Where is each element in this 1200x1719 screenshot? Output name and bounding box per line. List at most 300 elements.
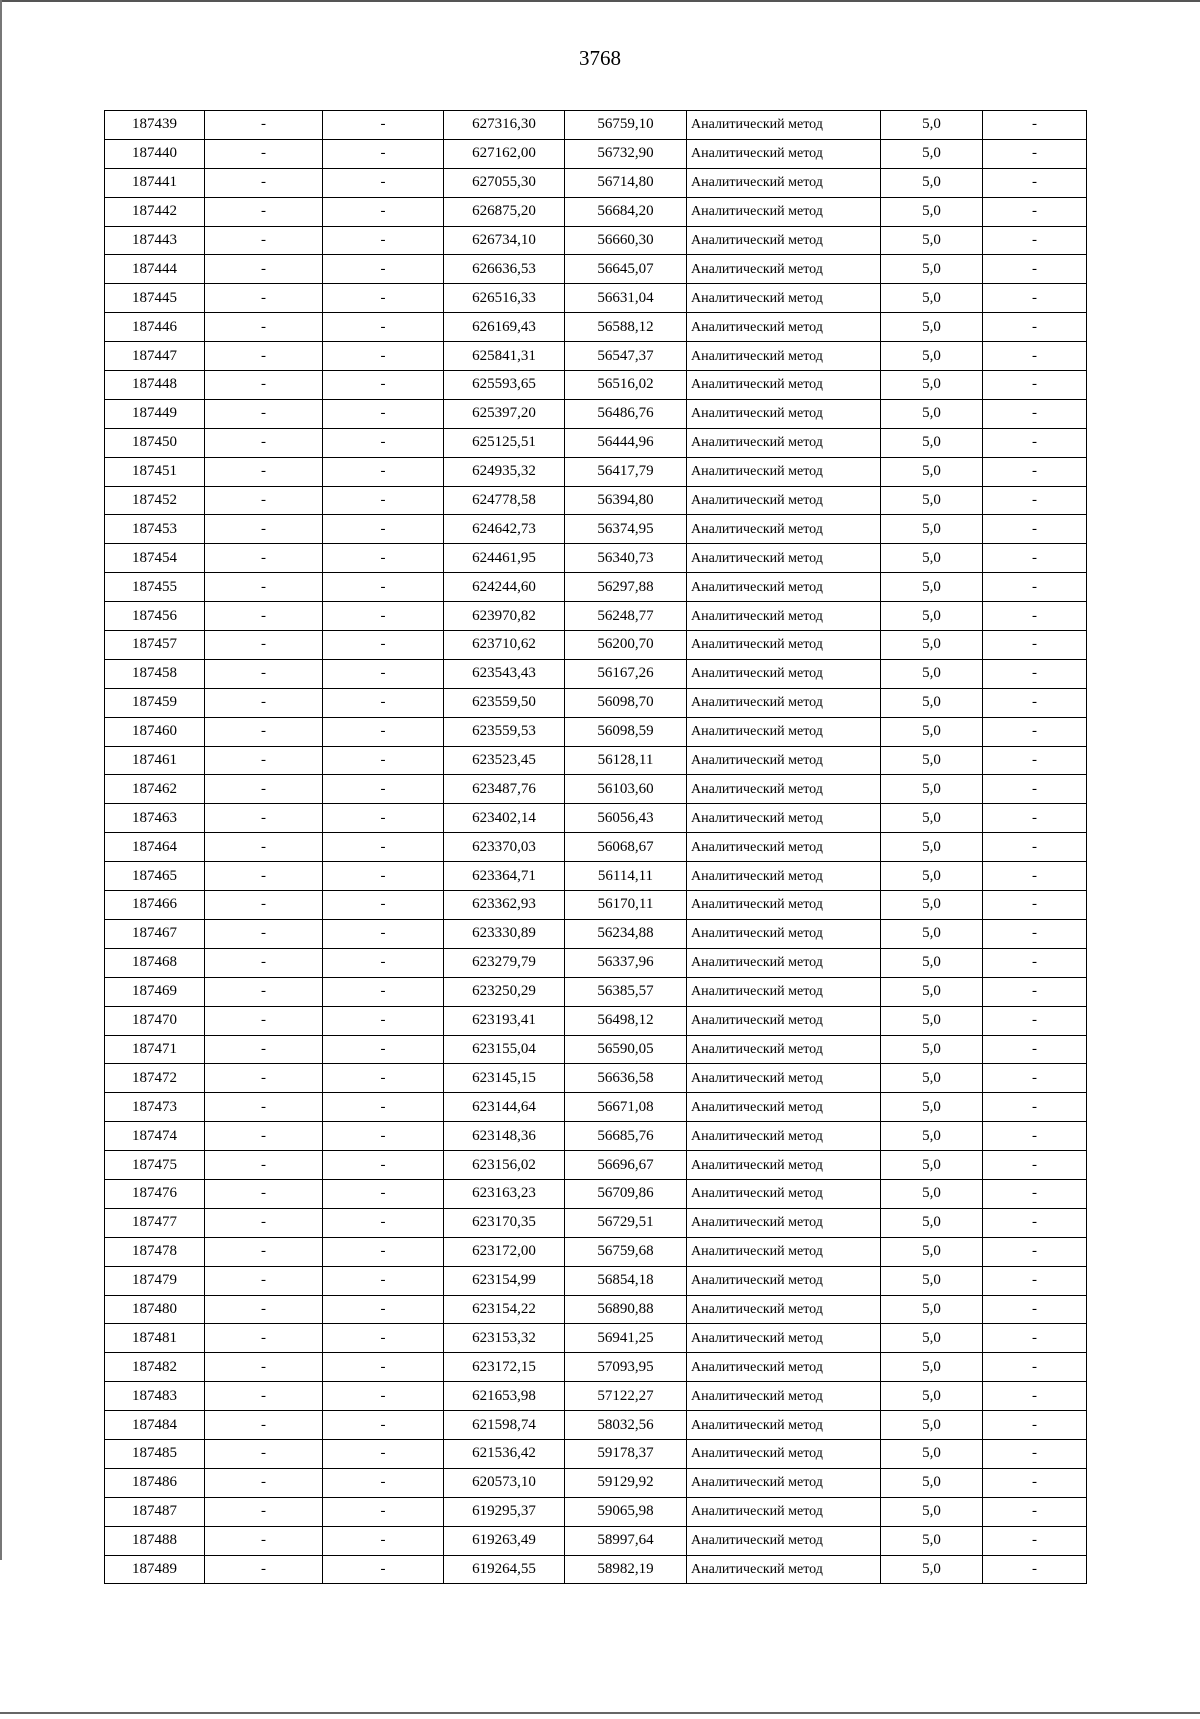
cell-point-number: 187440 <box>105 139 205 168</box>
cell-coord-y: 56660,30 <box>565 226 687 255</box>
cell-coord-y: 56645,07 <box>565 255 687 284</box>
cell-empty-col-2: - <box>323 1266 444 1295</box>
cell-coord-y: 59178,37 <box>565 1439 687 1468</box>
cell-point-number: 187441 <box>105 168 205 197</box>
cell-empty-col-3: - <box>983 399 1087 428</box>
cell-coord-x: 626169,43 <box>444 313 565 342</box>
cell-point-number: 187488 <box>105 1526 205 1555</box>
cell-accuracy: 5,0 <box>881 1526 983 1555</box>
cell-empty-col-1: - <box>205 226 323 255</box>
cell-empty-col-1: - <box>205 1266 323 1295</box>
cell-coord-y: 56200,70 <box>565 631 687 660</box>
cell-coord-y: 59065,98 <box>565 1497 687 1526</box>
cell-point-number: 187444 <box>105 255 205 284</box>
table-row <box>105 255 1087 284</box>
cell-coord-y: 56631,04 <box>565 284 687 313</box>
cell-accuracy: 5,0 <box>881 197 983 226</box>
cell-empty-col-3: - <box>983 1122 1087 1151</box>
cell-empty-col-1: - <box>205 1526 323 1555</box>
cell-accuracy: 5,0 <box>881 746 983 775</box>
cell-empty-col-3: - <box>983 862 1087 891</box>
cell-coord-x: 623172,00 <box>444 1237 565 1266</box>
cell-point-number: 187466 <box>105 891 205 920</box>
cell-coord-y: 56685,76 <box>565 1122 687 1151</box>
cell-empty-col-1: - <box>205 313 323 342</box>
cell-method: Аналитический метод <box>687 1179 881 1208</box>
cell-empty-col-2: - <box>323 486 444 515</box>
cell-coord-y: 56098,59 <box>565 717 687 746</box>
cell-empty-col-1: - <box>205 948 323 977</box>
cell-coord-y: 56696,67 <box>565 1151 687 1180</box>
cell-empty-col-1: - <box>205 399 323 428</box>
cell-point-number: 187471 <box>105 1035 205 1064</box>
cell-empty-col-3: - <box>983 226 1087 255</box>
table-row <box>105 342 1087 371</box>
table-row <box>105 168 1087 197</box>
cell-empty-col-1: - <box>205 1006 323 1035</box>
cell-empty-col-2: - <box>323 1526 444 1555</box>
cell-empty-col-2: - <box>323 1353 444 1382</box>
cell-empty-col-1: - <box>205 168 323 197</box>
cell-accuracy: 5,0 <box>881 1093 983 1122</box>
cell-empty-col-1: - <box>205 1468 323 1497</box>
cell-method: Аналитический метод <box>687 891 881 920</box>
cell-point-number: 187465 <box>105 862 205 891</box>
cell-coord-x: 627055,30 <box>444 168 565 197</box>
cell-empty-col-3: - <box>983 688 1087 717</box>
cell-method: Аналитический метод <box>687 746 881 775</box>
cell-empty-col-2: - <box>323 1295 444 1324</box>
cell-coord-x: 623154,22 <box>444 1295 565 1324</box>
table-row <box>105 284 1087 313</box>
cell-coord-x: 621653,98 <box>444 1382 565 1411</box>
cell-point-number: 187442 <box>105 197 205 226</box>
cell-coord-x: 623559,50 <box>444 688 565 717</box>
cell-empty-col-3: - <box>983 602 1087 631</box>
cell-empty-col-2: - <box>323 862 444 891</box>
table-row <box>105 948 1087 977</box>
cell-accuracy: 5,0 <box>881 313 983 342</box>
cell-point-number: 187472 <box>105 1064 205 1093</box>
cell-accuracy: 5,0 <box>881 486 983 515</box>
cell-coord-y: 56588,12 <box>565 313 687 342</box>
cell-coord-y: 56729,51 <box>565 1208 687 1237</box>
cell-coord-x: 623279,79 <box>444 948 565 977</box>
cell-empty-col-1: - <box>205 602 323 631</box>
cell-method: Аналитический метод <box>687 1411 881 1440</box>
table-row <box>105 1266 1087 1295</box>
cell-empty-col-3: - <box>983 1006 1087 1035</box>
cell-coord-x: 623145,15 <box>444 1064 565 1093</box>
cell-accuracy: 5,0 <box>881 1555 983 1584</box>
cell-coord-y: 56098,70 <box>565 688 687 717</box>
cell-point-number: 187446 <box>105 313 205 342</box>
cell-accuracy: 5,0 <box>881 602 983 631</box>
cell-point-number: 187445 <box>105 284 205 313</box>
cell-accuracy: 5,0 <box>881 428 983 457</box>
cell-accuracy: 5,0 <box>881 688 983 717</box>
cell-accuracy: 5,0 <box>881 371 983 400</box>
cell-coord-y: 56167,26 <box>565 659 687 688</box>
cell-coord-x: 626875,20 <box>444 197 565 226</box>
cell-point-number: 187464 <box>105 833 205 862</box>
cell-empty-col-2: - <box>323 457 444 486</box>
cell-empty-col-3: - <box>983 197 1087 226</box>
cell-coord-x: 619263,49 <box>444 1526 565 1555</box>
cell-method: Аналитический метод <box>687 255 881 284</box>
cell-accuracy: 5,0 <box>881 544 983 573</box>
cell-accuracy: 5,0 <box>881 573 983 602</box>
table-row <box>105 977 1087 1006</box>
cell-empty-col-2: - <box>323 1035 444 1064</box>
cell-empty-col-3: - <box>983 717 1087 746</box>
cell-empty-col-2: - <box>323 371 444 400</box>
cell-coord-y: 56941,25 <box>565 1324 687 1353</box>
cell-empty-col-2: - <box>323 602 444 631</box>
cell-coord-x: 626516,33 <box>444 284 565 313</box>
cell-method: Аналитический метод <box>687 1122 881 1151</box>
cell-empty-col-1: - <box>205 457 323 486</box>
cell-coord-x: 623543,43 <box>444 659 565 688</box>
cell-empty-col-3: - <box>983 775 1087 804</box>
cell-method: Аналитический метод <box>687 486 881 515</box>
cell-accuracy: 5,0 <box>881 515 983 544</box>
cell-empty-col-1: - <box>205 1353 323 1382</box>
cell-empty-col-3: - <box>983 111 1087 140</box>
table-body <box>105 111 1087 1584</box>
table-row <box>105 1526 1087 1555</box>
page-number: 3768 <box>579 46 621 70</box>
cell-empty-col-1: - <box>205 1179 323 1208</box>
cell-coord-y: 56547,37 <box>565 342 687 371</box>
cell-empty-col-1: - <box>205 891 323 920</box>
table-row <box>105 1439 1087 1468</box>
cell-method: Аналитический метод <box>687 1555 881 1584</box>
cell-coord-x: 623155,04 <box>444 1035 565 1064</box>
table-row <box>105 1411 1087 1440</box>
cell-accuracy: 5,0 <box>881 631 983 660</box>
cell-coord-y: 56340,73 <box>565 544 687 573</box>
cell-empty-col-2: - <box>323 717 444 746</box>
cell-accuracy: 5,0 <box>881 457 983 486</box>
cell-coord-y: 56444,96 <box>565 428 687 457</box>
table-row <box>105 313 1087 342</box>
cell-point-number: 187489 <box>105 1555 205 1584</box>
cell-point-number: 187459 <box>105 688 205 717</box>
cell-accuracy: 5,0 <box>881 1151 983 1180</box>
cell-empty-col-1: - <box>205 1295 323 1324</box>
cell-accuracy: 5,0 <box>881 284 983 313</box>
cell-coord-y: 56170,11 <box>565 891 687 920</box>
table-row <box>105 862 1087 891</box>
cell-accuracy: 5,0 <box>881 255 983 284</box>
cell-empty-col-2: - <box>323 1151 444 1180</box>
cell-empty-col-2: - <box>323 631 444 660</box>
cell-point-number: 187461 <box>105 746 205 775</box>
cell-coord-x: 624778,58 <box>444 486 565 515</box>
cell-coord-x: 623487,76 <box>444 775 565 804</box>
cell-accuracy: 5,0 <box>881 804 983 833</box>
cell-empty-col-1: - <box>205 862 323 891</box>
cell-empty-col-1: - <box>205 1122 323 1151</box>
cell-empty-col-1: - <box>205 1237 323 1266</box>
cell-point-number: 187470 <box>105 1006 205 1035</box>
cell-coord-x: 623362,93 <box>444 891 565 920</box>
cell-point-number: 187448 <box>105 371 205 400</box>
cell-point-number: 187449 <box>105 399 205 428</box>
cell-empty-col-2: - <box>323 1468 444 1497</box>
cell-empty-col-2: - <box>323 1439 444 1468</box>
cell-accuracy: 5,0 <box>881 1411 983 1440</box>
cell-method: Аналитический метод <box>687 1006 881 1035</box>
cell-empty-col-3: - <box>983 746 1087 775</box>
table-row <box>105 1295 1087 1324</box>
cell-empty-col-3: - <box>983 1497 1087 1526</box>
cell-coord-x: 623330,89 <box>444 919 565 948</box>
cell-point-number: 187454 <box>105 544 205 573</box>
table-row <box>105 688 1087 717</box>
table-row <box>105 602 1087 631</box>
table-row <box>105 1353 1087 1382</box>
scan-edge-left <box>0 0 2 1560</box>
cell-empty-col-2: - <box>323 919 444 948</box>
cell-empty-col-3: - <box>983 428 1087 457</box>
cell-accuracy: 5,0 <box>881 977 983 1006</box>
cell-empty-col-3: - <box>983 1208 1087 1237</box>
cell-method: Аналитический метод <box>687 775 881 804</box>
cell-method: Аналитический метод <box>687 804 881 833</box>
cell-point-number: 187458 <box>105 659 205 688</box>
cell-empty-col-2: - <box>323 255 444 284</box>
cell-point-number: 187474 <box>105 1122 205 1151</box>
cell-point-number: 187450 <box>105 428 205 457</box>
table-row <box>105 226 1087 255</box>
coordinates-table <box>104 110 1087 1584</box>
cell-empty-col-1: - <box>205 1208 323 1237</box>
cell-coord-x: 623402,14 <box>444 804 565 833</box>
cell-empty-col-2: - <box>323 197 444 226</box>
cell-empty-col-2: - <box>323 284 444 313</box>
cell-coord-x: 621598,74 <box>444 1411 565 1440</box>
cell-point-number: 187475 <box>105 1151 205 1180</box>
cell-empty-col-1: - <box>205 1439 323 1468</box>
cell-accuracy: 5,0 <box>881 919 983 948</box>
cell-accuracy: 5,0 <box>881 1122 983 1151</box>
cell-point-number: 187478 <box>105 1237 205 1266</box>
table-row <box>105 717 1087 746</box>
cell-coord-x: 626734,10 <box>444 226 565 255</box>
cell-empty-col-2: - <box>323 688 444 717</box>
cell-point-number: 187443 <box>105 226 205 255</box>
cell-coord-y: 56385,57 <box>565 977 687 1006</box>
table-row <box>105 544 1087 573</box>
cell-coord-x: 627316,30 <box>444 111 565 140</box>
cell-accuracy: 5,0 <box>881 1035 983 1064</box>
cell-empty-col-3: - <box>983 1411 1087 1440</box>
cell-empty-col-1: - <box>205 1382 323 1411</box>
cell-coord-x: 621536,42 <box>444 1439 565 1468</box>
table-row <box>105 1122 1087 1151</box>
cell-coord-y: 56417,79 <box>565 457 687 486</box>
cell-empty-col-3: - <box>983 1526 1087 1555</box>
cell-coord-y: 56374,95 <box>565 515 687 544</box>
cell-method: Аналитический метод <box>687 515 881 544</box>
cell-empty-col-1: - <box>205 1497 323 1526</box>
table-row <box>105 1179 1087 1208</box>
cell-point-number: 187456 <box>105 602 205 631</box>
table-row <box>105 457 1087 486</box>
cell-empty-col-2: - <box>323 313 444 342</box>
cell-empty-col-1: - <box>205 919 323 948</box>
cell-empty-col-3: - <box>983 1151 1087 1180</box>
cell-empty-col-3: - <box>983 1382 1087 1411</box>
cell-coord-y: 57122,27 <box>565 1382 687 1411</box>
cell-empty-col-1: - <box>205 1093 323 1122</box>
cell-coord-x: 623154,99 <box>444 1266 565 1295</box>
cell-empty-col-1: - <box>205 197 323 226</box>
cell-method: Аналитический метод <box>687 371 881 400</box>
table-row <box>105 659 1087 688</box>
cell-method: Аналитический метод <box>687 948 881 977</box>
cell-coord-x: 624244,60 <box>444 573 565 602</box>
cell-accuracy: 5,0 <box>881 1208 983 1237</box>
cell-coord-y: 56590,05 <box>565 1035 687 1064</box>
cell-empty-col-3: - <box>983 168 1087 197</box>
cell-accuracy: 5,0 <box>881 1237 983 1266</box>
cell-empty-col-2: - <box>323 342 444 371</box>
table-row <box>105 1151 1087 1180</box>
cell-accuracy: 5,0 <box>881 775 983 804</box>
cell-method: Аналитический метод <box>687 544 881 573</box>
cell-empty-col-2: - <box>323 1179 444 1208</box>
cell-method: Аналитический метод <box>687 1324 881 1353</box>
cell-empty-col-1: - <box>205 1411 323 1440</box>
cell-coord-x: 625841,31 <box>444 342 565 371</box>
cell-method: Аналитический метод <box>687 342 881 371</box>
table-row <box>105 1324 1087 1353</box>
cell-coord-x: 623148,36 <box>444 1122 565 1151</box>
cell-coord-y: 56516,02 <box>565 371 687 400</box>
cell-empty-col-1: - <box>205 428 323 457</box>
cell-coord-x: 624935,32 <box>444 457 565 486</box>
cell-coord-y: 56103,60 <box>565 775 687 804</box>
table-row <box>105 1237 1087 1266</box>
cell-empty-col-1: - <box>205 631 323 660</box>
cell-empty-col-3: - <box>983 573 1087 602</box>
cell-accuracy: 5,0 <box>881 948 983 977</box>
cell-empty-col-3: - <box>983 1179 1087 1208</box>
cell-accuracy: 5,0 <box>881 891 983 920</box>
cell-coord-y: 56890,88 <box>565 1295 687 1324</box>
cell-coord-x: 623370,03 <box>444 833 565 862</box>
cell-point-number: 187485 <box>105 1439 205 1468</box>
cell-empty-col-1: - <box>205 486 323 515</box>
cell-accuracy: 5,0 <box>881 1497 983 1526</box>
cell-method: Аналитический метод <box>687 631 881 660</box>
cell-empty-col-2: - <box>323 399 444 428</box>
cell-coord-y: 56114,11 <box>565 862 687 891</box>
cell-method: Аналитический метод <box>687 1382 881 1411</box>
cell-coord-y: 58997,64 <box>565 1526 687 1555</box>
cell-point-number: 187469 <box>105 977 205 1006</box>
cell-empty-col-2: - <box>323 746 444 775</box>
cell-empty-col-2: - <box>323 226 444 255</box>
cell-coord-y: 58982,19 <box>565 1555 687 1584</box>
cell-method: Аналитический метод <box>687 1035 881 1064</box>
cell-method: Аналитический метод <box>687 1151 881 1180</box>
cell-coord-x: 623163,23 <box>444 1179 565 1208</box>
cell-point-number: 187486 <box>105 1468 205 1497</box>
cell-method: Аналитический метод <box>687 1497 881 1526</box>
cell-point-number: 187467 <box>105 919 205 948</box>
cell-method: Аналитический метод <box>687 111 881 140</box>
cell-accuracy: 5,0 <box>881 1295 983 1324</box>
cell-coord-y: 56068,67 <box>565 833 687 862</box>
cell-point-number: 187483 <box>105 1382 205 1411</box>
cell-empty-col-1: - <box>205 977 323 1006</box>
cell-coord-x: 623144,64 <box>444 1093 565 1122</box>
cell-point-number: 187452 <box>105 486 205 515</box>
cell-coord-x: 623172,15 <box>444 1353 565 1382</box>
cell-method: Аналитический метод <box>687 659 881 688</box>
cell-coord-x: 620573,10 <box>444 1468 565 1497</box>
cell-point-number: 187482 <box>105 1353 205 1382</box>
cell-empty-col-1: - <box>205 659 323 688</box>
cell-method: Аналитический метод <box>687 717 881 746</box>
cell-accuracy: 5,0 <box>881 1064 983 1093</box>
cell-empty-col-1: - <box>205 717 323 746</box>
cell-empty-col-3: - <box>983 833 1087 862</box>
cell-accuracy: 5,0 <box>881 659 983 688</box>
cell-coord-y: 58032,56 <box>565 1411 687 1440</box>
cell-point-number: 187463 <box>105 804 205 833</box>
cell-empty-col-2: - <box>323 168 444 197</box>
cell-accuracy: 5,0 <box>881 1006 983 1035</box>
cell-method: Аналитический метод <box>687 1439 881 1468</box>
cell-coord-x: 623156,02 <box>444 1151 565 1180</box>
cell-coord-x: 623970,82 <box>444 602 565 631</box>
cell-method: Аналитический метод <box>687 573 881 602</box>
cell-coord-x: 623710,62 <box>444 631 565 660</box>
cell-coord-y: 56498,12 <box>565 1006 687 1035</box>
cell-coord-y: 56854,18 <box>565 1266 687 1295</box>
cell-empty-col-1: - <box>205 544 323 573</box>
table-row <box>105 399 1087 428</box>
cell-empty-col-1: - <box>205 688 323 717</box>
cell-empty-col-3: - <box>983 544 1087 573</box>
cell-method: Аналитический метод <box>687 457 881 486</box>
cell-empty-col-3: - <box>983 891 1087 920</box>
cell-empty-col-1: - <box>205 833 323 862</box>
cell-accuracy: 5,0 <box>881 1468 983 1497</box>
cell-coord-x: 623170,35 <box>444 1208 565 1237</box>
cell-empty-col-3: - <box>983 659 1087 688</box>
cell-coord-y: 56636,58 <box>565 1064 687 1093</box>
cell-method: Аналитический метод <box>687 919 881 948</box>
cell-coord-x: 623364,71 <box>444 862 565 891</box>
cell-coord-y: 56337,96 <box>565 948 687 977</box>
cell-empty-col-1: - <box>205 746 323 775</box>
cell-empty-col-2: - <box>323 1093 444 1122</box>
cell-coord-y: 56714,80 <box>565 168 687 197</box>
cell-point-number: 187487 <box>105 1497 205 1526</box>
cell-empty-col-2: - <box>323 573 444 602</box>
cell-empty-col-2: - <box>323 659 444 688</box>
cell-empty-col-3: - <box>983 1324 1087 1353</box>
cell-empty-col-2: - <box>323 1006 444 1035</box>
cell-empty-col-2: - <box>323 1237 444 1266</box>
cell-coord-y: 56056,43 <box>565 804 687 833</box>
